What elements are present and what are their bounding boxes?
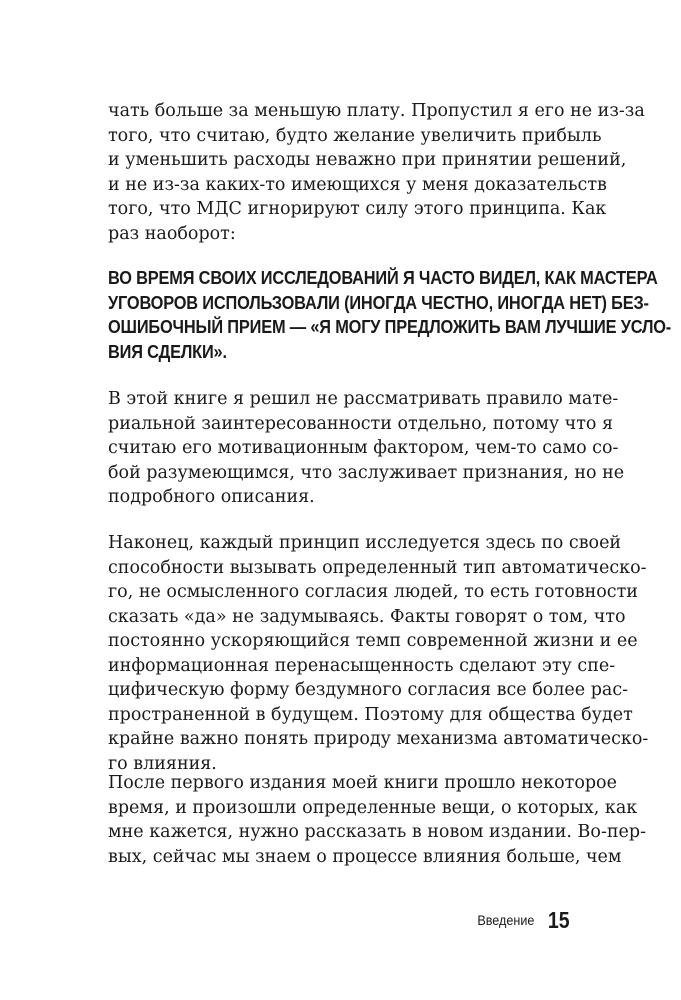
text-line: цифическую форму бездумного согласия все более рас- <box>108 680 629 700</box>
text-line: того, что МДС игнорируют силу этого принципа. Как <box>108 199 607 219</box>
page-number: 15 <box>548 906 570 933</box>
text-line: время, и произошли определенные вещи, о которых, как <box>108 797 638 818</box>
text-line: сказать «да» не задумываясь. Факты говорят о том, что <box>108 606 626 627</box>
text-line: пространенной в будущем. Поэтому для общества будет <box>108 704 633 725</box>
paragraph-2 <box>108 387 625 510</box>
quote-line: ВИЯ СДЕЛКИ». <box>108 340 227 362</box>
text-line: постоянно ускоряющийся темп современной жизни и ее <box>108 631 638 651</box>
text-line: информационная перенасыщенность сделают эту спе- <box>108 655 616 676</box>
text-line: вых, сейчас мы знаем о процессе влияния больше, чем <box>108 846 622 867</box>
paragraph-1 <box>108 99 645 246</box>
section-title: Введение <box>477 912 535 928</box>
quote-line: УГОВОРОВ ИСПОЛЬЗОВАЛИ (ИНОГДА ЧЕСТНО, ИНОГДА НЕТ) БЕЗ- <box>108 291 649 313</box>
quote-line: ВО ВРЕМЯ СВОИХ ИССЛЕДОВАНИЙ Я ЧАСТО ВИДЕЛ, КАК МАСТЕРА <box>108 267 658 288</box>
text-line: чать больше за меньшую плату. Пропустил я его не из-за <box>108 101 645 121</box>
text-line: и уменьшить расходы неважно при принятии решений, <box>108 150 627 170</box>
text-line: подробного описания. <box>108 487 315 507</box>
text-line: В этой книге я решил не рассматривать правило мате- <box>108 389 619 409</box>
page-footer <box>400 905 570 935</box>
text-line: бой разумеющимся, что заслуживает признания, но не <box>108 462 625 483</box>
text-line: го, не осмысленного согласия людей, то есть готовности <box>108 582 638 602</box>
highlighted-quote <box>108 266 672 364</box>
text-line: и не из-за каких-то имеющихся у меня доказательств <box>108 174 607 195</box>
text-line: После первого издания моей книги прошло некоторое <box>108 773 617 793</box>
text-line: способности вызывать определенный тип автоматическо- <box>108 557 647 578</box>
text-line: крайне важно понять природу механизма автоматическо- <box>108 729 649 749</box>
paragraph-3 <box>108 531 649 776</box>
text-line: раз наоборот: <box>108 223 236 244</box>
text-line: го влияния. <box>108 753 217 774</box>
text-line: того, что считаю, будто желание увеличить прибыль <box>108 125 602 146</box>
text-line: мне кажется, нужно рассказать в новом издании. Во-пер- <box>108 822 647 842</box>
text-line: риальной заинтересованности отдельно, потому что я <box>108 413 614 434</box>
quote-line: ОШИБОЧНЫЙ ПРИЕМ — «Я МОГУ ПРЕДЛОЖИТЬ ВАМ ЛУЧШИЕ УСЛО- <box>108 316 672 337</box>
text-line: считаю его мотивационным фактором, чем-то само со- <box>108 438 619 458</box>
paragraph-4 <box>108 771 647 869</box>
text-line: Наконец, каждый принцип исследуется здесь по своей <box>108 533 622 553</box>
